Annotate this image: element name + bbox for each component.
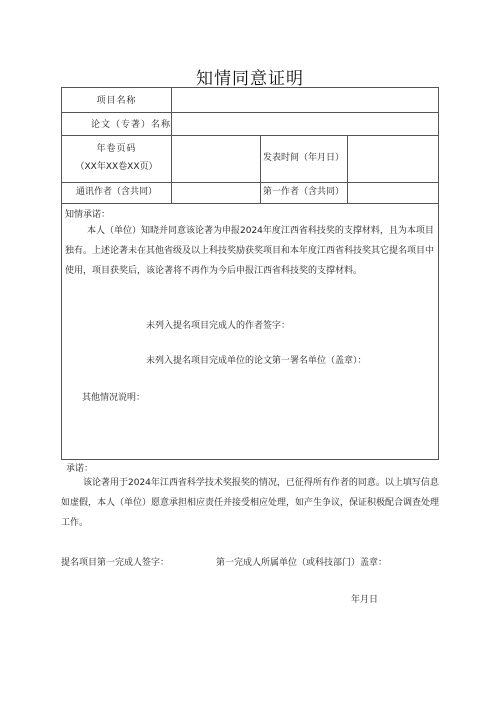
corresponding-author-label: 通讯作者（含共同） bbox=[75, 187, 157, 197]
table-divider bbox=[62, 112, 438, 113]
volume-label: 年卷页码 bbox=[96, 144, 137, 154]
consent-body: 本人（单位）知晓并同意该论著为申报2024年度江西省科技奖的支撑材料，且为本项目独有。上述论著未在其他省级及以上科技奖励获奖项目和本年度江西省科技奖其它提名项目中使用，项目获奖后，该论著将不再作为今后申报江西省科技奖的支撑材料。 bbox=[65, 226, 435, 276]
consent-heading: 知情承诺： bbox=[65, 210, 111, 220]
table-divider bbox=[62, 182, 438, 183]
table-divider bbox=[62, 135, 438, 136]
unit-seal-line: 未列入提名项目完成单位的论文第一署名单位（盖章）： bbox=[146, 356, 367, 366]
table-divider bbox=[171, 88, 172, 203]
table-divider bbox=[62, 203, 438, 204]
author-signature-line: 未列入提名项目完成人的作者签字： bbox=[146, 321, 291, 331]
consent-form-table bbox=[61, 87, 439, 460]
promise-body: 该论著用于2024年江西省科学技术奖报奖的情况，已征得所有作者的同意。以上填写信息如虚假，本人（单位）愿意承担相应责任并接受相应处理，如产生争议，保证积极配合调查处理工作。 bbox=[61, 478, 440, 528]
publish-time-label: 发表时间（年月日） bbox=[262, 153, 344, 163]
other-info-label: 其他情况说明： bbox=[82, 393, 146, 403]
first-unit-seal: 第一完成人所属单位（或科技部门）盖章： bbox=[216, 558, 388, 568]
table-divider bbox=[347, 135, 348, 203]
volume-format: （XX年XX卷XX页） bbox=[75, 162, 158, 172]
first-author-label: 第一作者（含共同） bbox=[262, 187, 344, 197]
date-line: 年月日 bbox=[351, 595, 379, 605]
promise-heading: 承诺： bbox=[66, 464, 94, 474]
page-title: 知情同意证明 bbox=[196, 69, 304, 89]
project-name-label: 项目名称 bbox=[96, 96, 137, 106]
first-person-signature: 提名项目第一完成人签字： bbox=[61, 558, 170, 568]
paper-name-label: 论文（专著）名称 bbox=[90, 120, 171, 130]
